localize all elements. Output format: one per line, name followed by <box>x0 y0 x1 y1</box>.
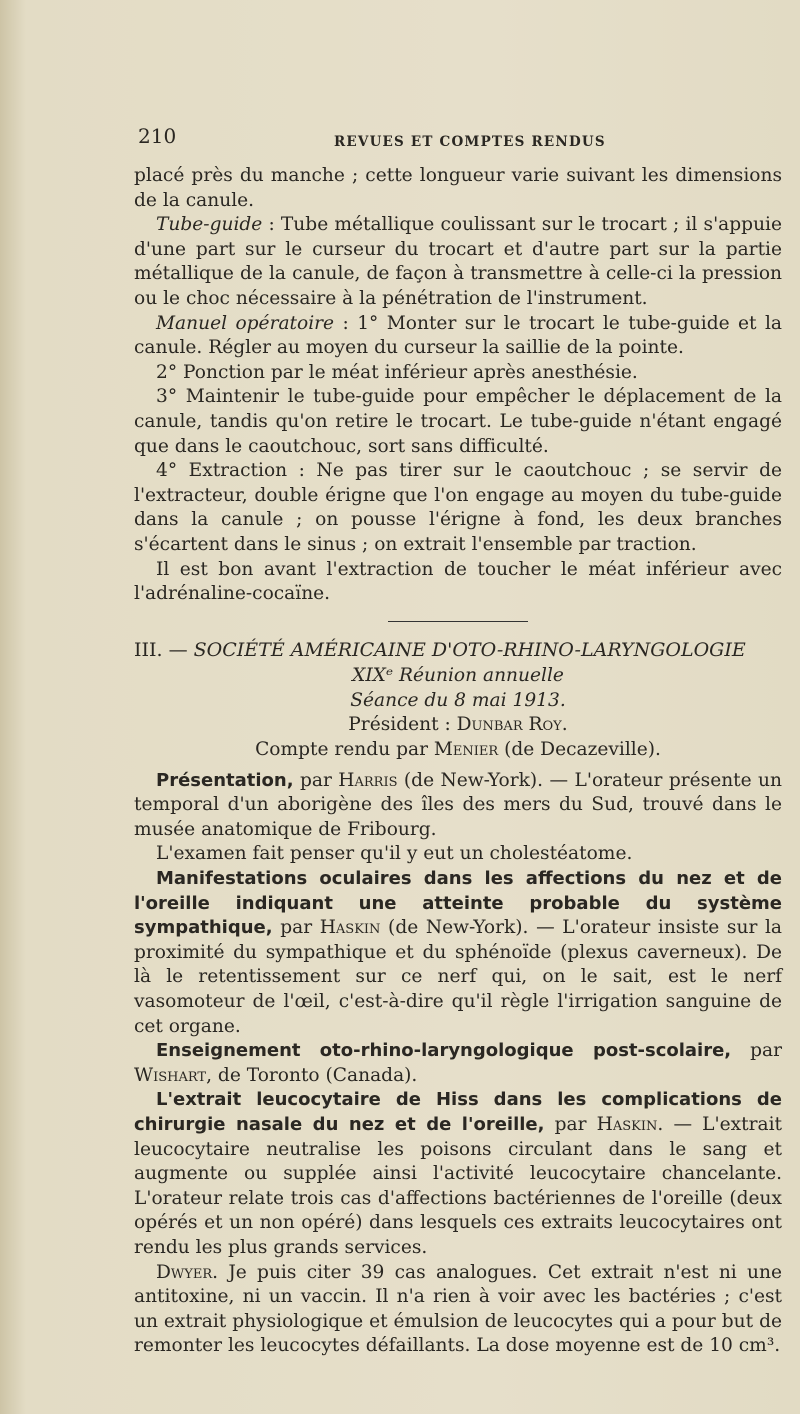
paragraph-tube-guide: Tube-guide : Tube métallique coulissant sur le trocart ; il s'appuie d'une part sur le curseur du trocart et d'autre part sur la partie métallique de la canule, de façon à transmettre à celle-ci la pression ou le choc nécessaire à la pénétration de l'instrument. <box>134 214 782 309</box>
paragraph-manuel-operatoire: Manuel opératoire : 1° Monter sur le trocart le tube-guide et la canule. Régler au moyen du curseur la saillie de la pointe. <box>134 312 782 359</box>
report-line: Compte rendu par Menier (de Decazeville). <box>255 739 661 761</box>
session-date: Séance du 8 mai 1913. <box>350 689 566 711</box>
paragraph-step-3: 3° Maintenir le tube-guide pour empêcher le déplacement de la canule, tandis qu'on retire le trocart. Le tube-guide n'étant engagé que dans le caoutchouc, sort sans difficulté. <box>134 386 782 457</box>
section-title: SOCIÉTÉ AMÉRICAINE D'OTO-RHINO-LARYNGOLOGIE <box>193 638 746 661</box>
page-number: 210 <box>138 124 177 148</box>
paragraph-note: Il est bon avant l'extraction de toucher le méat inférieur avec l'adrénaline-cocaïne. <box>134 558 782 605</box>
item-presentation-more: L'examen fait penser qu'il y eut un cholestéatome. <box>156 843 633 865</box>
running-head: REVUES ET COMPTES RENDUS <box>334 134 606 150</box>
item-presentation: Présentation, par Harris (de New-York). — L'orateur présente un temporal d'un aborigène des îles des mers du Sud, trouvé dans le musée anatomique de Fribourg. <box>134 769 783 840</box>
paragraph-step-4: 4° Extraction : Ne pas tirer sur le caoutchouc ; se servir de l'extracteur, double érigne que l'on engage au moyen du tube-guide dans la canule ; on pousse l'érigne à fond, les deux branches s'écartent dans le sinus ; on extrait l'ensemble par traction. <box>134 460 782 555</box>
paragraph-continuation: placé près du manche ; cette longueur varie suivant les dimensions de la canule. <box>134 165 782 211</box>
section-heading: III. — SOCIÉTÉ AMÉRICAINE D'OTO-RHINO-LARYNGOLOGIE <box>134 638 746 661</box>
section-divider <box>388 621 528 622</box>
president-line: Président : Dunbar Roy. <box>348 714 568 736</box>
term-manuel-operatoire: Manuel opératoire <box>156 312 335 334</box>
page-content <box>134 118 782 1359</box>
item-enseignement: Enseignement oto-rhino-laryngologique post-scolaire, par Wishart, de Toronto (Canada). <box>134 1040 782 1086</box>
term-tube-guide: Tube-guide <box>156 214 263 236</box>
item-manifestations: Manifestations oculaires dans les affections du nez et de l'oreille indiquant une atteinte probable du système sympathique, par Haskin (de New-York). — L'orateur insiste sur la proximité du sympathique et du sphénoïde (plexus caverneux). De là le retentissement sur ce nerf qui, on le sait, est le nerf vasomoteur de l'œil, c'est-à-dire qu'il règle l'irrigation sanguine de cet organe. <box>134 868 782 1037</box>
item-dwyer: Dwyer. Je puis citer 39 cas analogues. Cet extrait n'est ni une antitoxine, ni un vaccin. Il n'a rien à voir avec les bactéries ; c'est un extrait physiologique et émulsion de leucocytes qui a pour but de remonter les leucocytes défaillants. La dose moyenne est de 10 cm³. <box>134 1261 782 1357</box>
page-header <box>134 118 782 164</box>
item-extrait-leucocytaire: L'extrait leucocytaire de Hiss dans les complications de chirurgie nasale du nez et de l'oreille, par Haskin. — L'extrait leucocytaire neutralise les poisons circulant dans le sang et augmente ou supplée ainsi l'activité leucocytaire chancelante. L'orateur relate trois cas d'affections bactériennes de l'oreille (deux opérés et un non opéré) dans lesquels ces extraits leucocytaires ont rendu les plus grands services. <box>134 1089 782 1258</box>
meeting-line: XIXᵉ Réunion annuelle <box>352 665 564 687</box>
paragraph-step-2: 2° Ponction par le méat inférieur après anesthésie. <box>156 361 638 383</box>
